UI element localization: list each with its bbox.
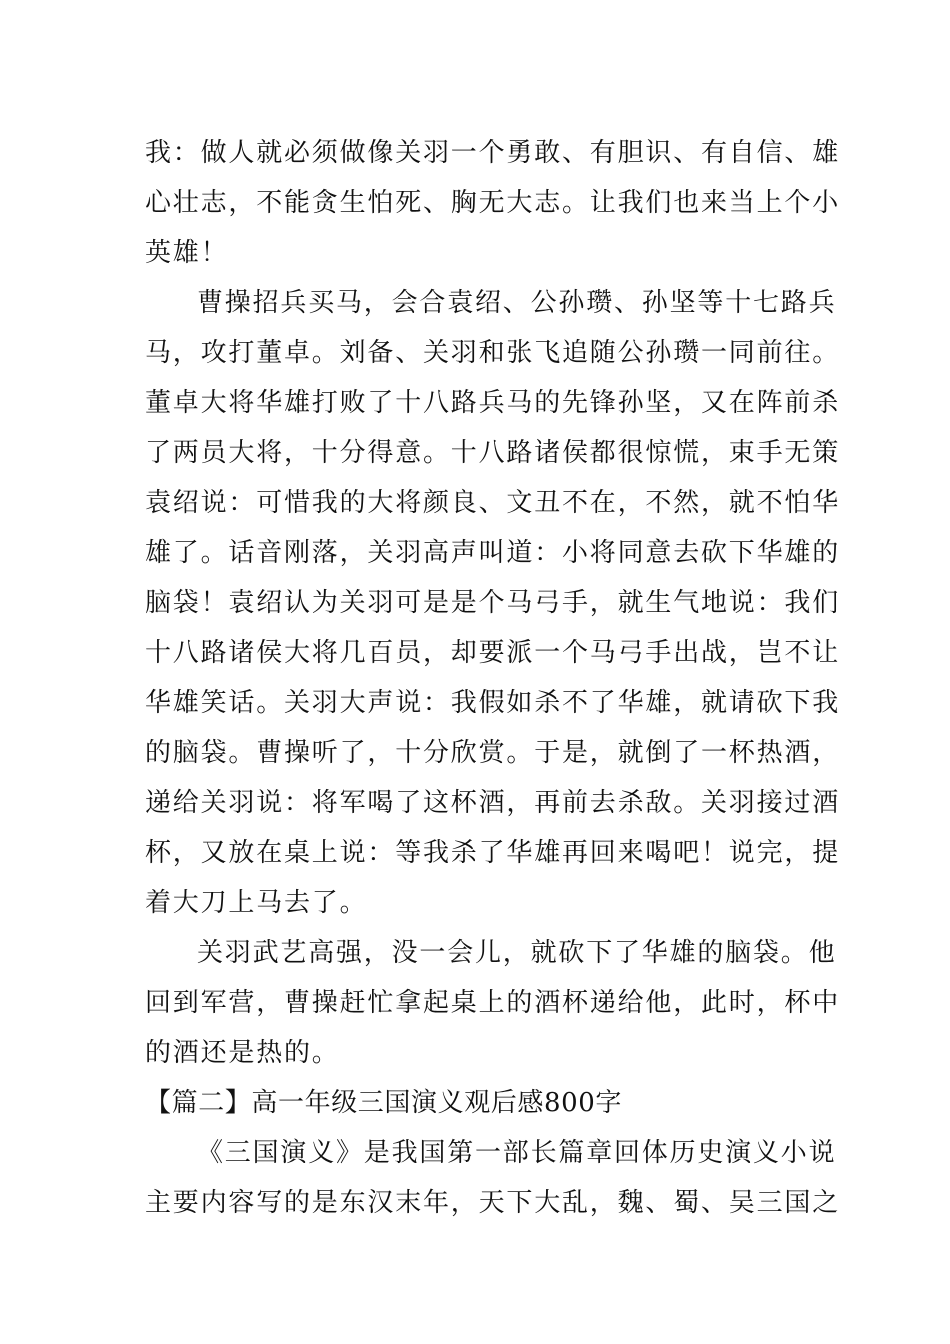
paragraph-line: 递给关羽说：将军喝了这杯酒，再前去杀敌。关羽接过酒 xyxy=(145,788,841,818)
paragraph-line: 我：做人就必须做像关羽一个勇敢、有胆识、有自信、雄 xyxy=(145,138,841,168)
paragraph-line: 心壮志，不能贪生怕死、胸无大志。让我们也来当上个小 xyxy=(145,188,841,218)
paragraph-line: 《三国演义》是我国第一部长篇章回体历史演义小说 xyxy=(197,1138,837,1168)
section-heading: 【篇二】高一年级三国演义观后感800字 xyxy=(145,1088,623,1118)
paragraph-line: 袁绍说：可惜我的大将颜良、文丑不在，不然，就不怕华 xyxy=(145,488,841,518)
paragraph-line: 回到军营，曹操赶忙拿起桌上的酒杯递给他，此时，杯中 xyxy=(145,988,841,1018)
paragraph-line: 杯，又放在桌上说：等我杀了华雄再回来喝吧！说完，提 xyxy=(145,838,841,868)
paragraph-line: 曹操招兵买马，会合袁绍、公孙瓒、孙坚等十七路兵 xyxy=(197,288,837,318)
paragraph-line: 雄了。话音刚落，关羽高声叫道：小将同意去砍下华雄的 xyxy=(145,538,841,568)
paragraph-line: 董卓大将华雄打败了十八路兵马的先锋孙坚，又在阵前杀 xyxy=(145,388,841,418)
paragraph-line: 关羽武艺高强，没一会儿，就砍下了华雄的脑袋。他 xyxy=(197,938,837,968)
paragraph-line: 华雄笑话。关羽大声说：我假如杀不了华雄，就请砍下我 xyxy=(145,688,841,718)
paragraph-line: 主要内容写的是东汉末年，天下大乱，魏、蜀、吴三国之 xyxy=(145,1188,841,1218)
document-body xyxy=(145,128,841,1228)
paragraph-line: 英雄！ xyxy=(145,238,229,268)
paragraph-line: 马，攻打董卓。刘备、关羽和张飞追随公孙瓒一同前往。 xyxy=(145,338,841,368)
paragraph-line: 的酒还是热的。 xyxy=(145,1038,340,1068)
paragraph-line: 脑袋！袁绍认为关羽可是是个马弓手，就生气地说：我们 xyxy=(145,588,841,618)
paragraph-line: 了两员大将，十分得意。十八路诸侯都很惊慌，束手无策 xyxy=(145,438,841,468)
paragraph-line: 着大刀上马去了。 xyxy=(145,888,368,918)
paragraph-line: 的脑袋。曹操听了，十分欣赏。于是，就倒了一杯热酒， xyxy=(145,738,841,768)
paragraph-line: 十八路诸侯大将几百员，却要派一个马弓手出战，岂不让 xyxy=(145,638,841,668)
